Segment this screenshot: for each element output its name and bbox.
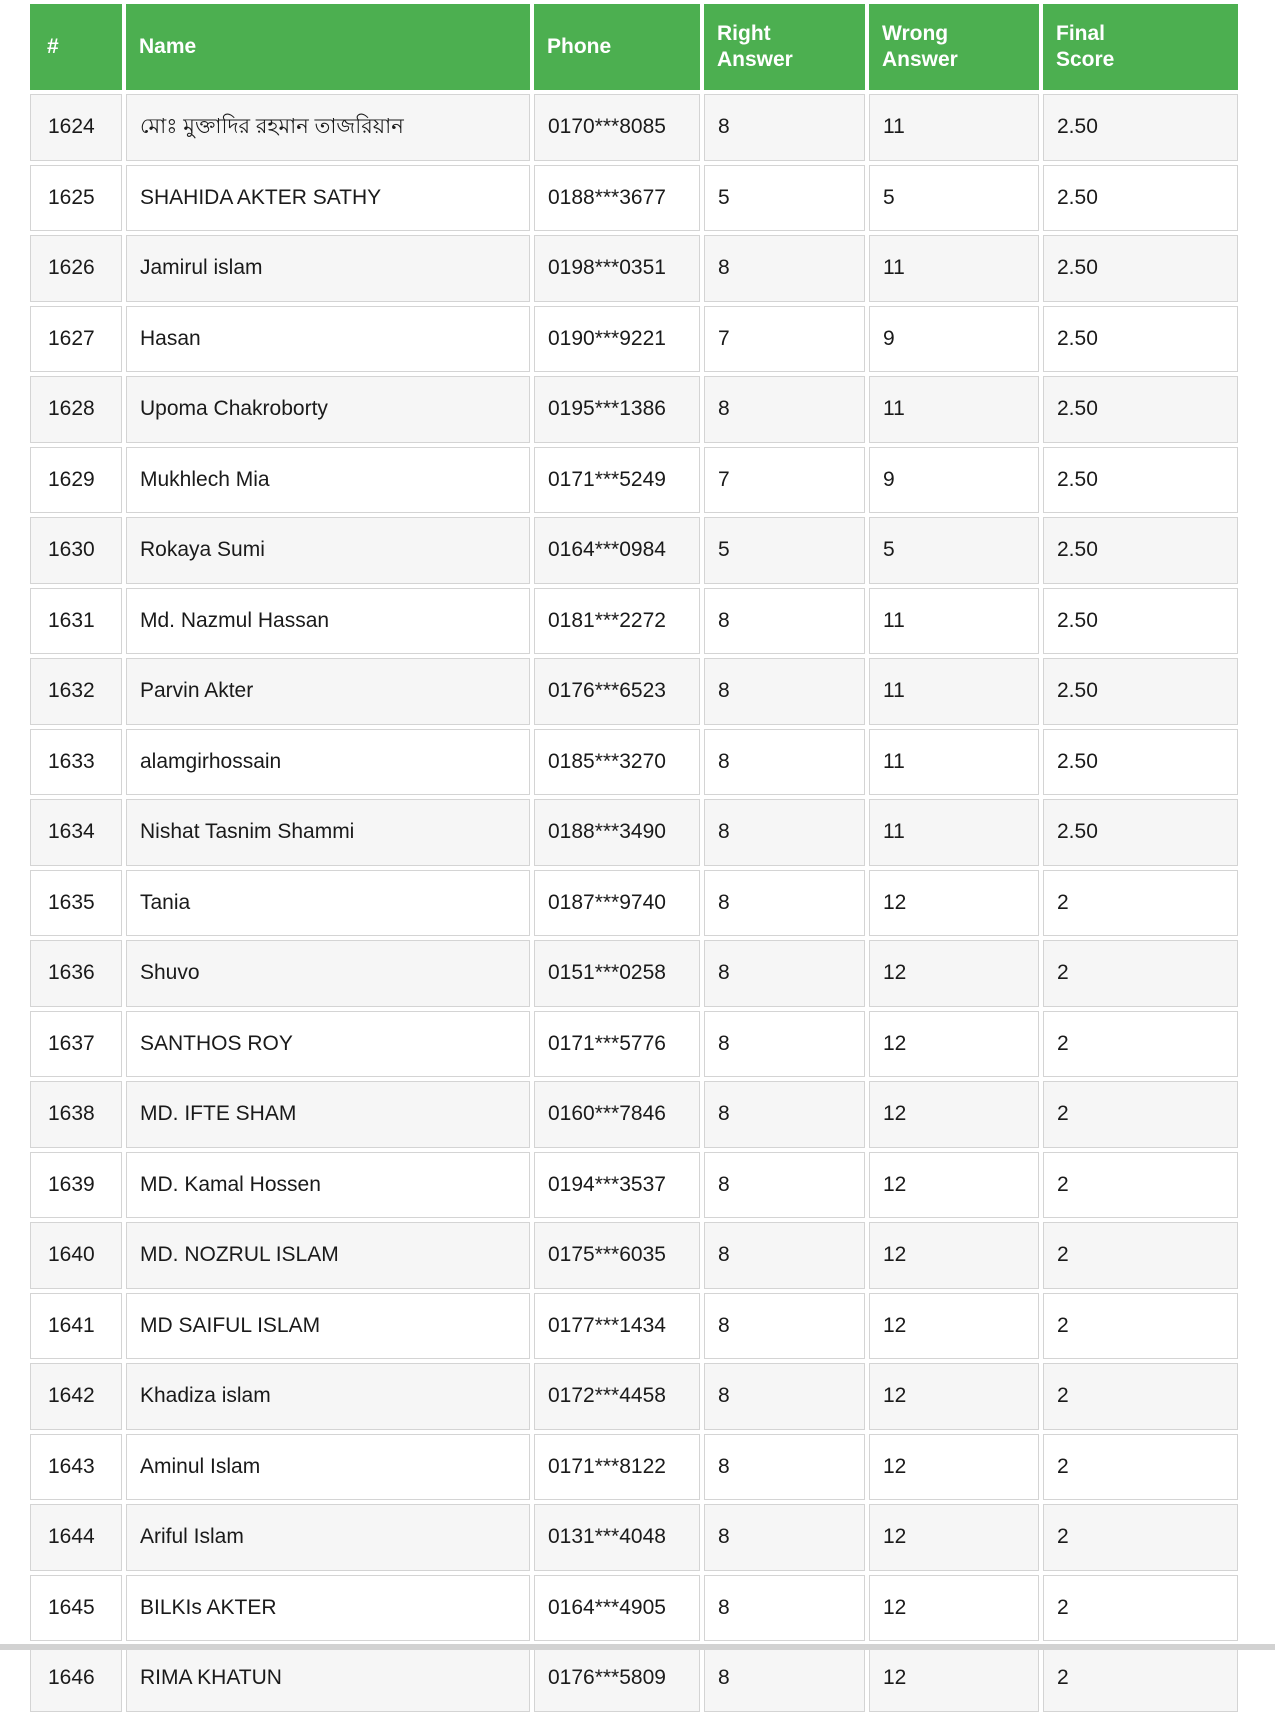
name-cell: Upoma Chakroborty (126, 376, 530, 443)
name-cell: SHAHIDA AKTER SATHY (126, 165, 530, 232)
name-cell: Aminul Islam (126, 1434, 530, 1501)
final-score-cell: 2.50 (1043, 447, 1238, 514)
rank-cell: 1626 (30, 235, 122, 302)
phone-cell: 0185***3270 (534, 729, 700, 796)
final-score-cell: 2 (1043, 940, 1238, 1007)
rank-cell: 1625 (30, 165, 122, 232)
final-score-cell: 2.50 (1043, 517, 1238, 584)
final-score-cell: 2 (1043, 1081, 1238, 1148)
name-cell: Parvin Akter (126, 658, 530, 725)
right-answer-cell: 8 (704, 1293, 865, 1360)
wrong-answer-cell: 12 (869, 1645, 1039, 1712)
table-row (30, 1575, 1238, 1642)
phone-cell: 0175***6035 (534, 1222, 700, 1289)
table-row (30, 94, 1238, 161)
rank-cell: 1645 (30, 1575, 122, 1642)
final-score-cell: 2.50 (1043, 235, 1238, 302)
table-row (30, 1363, 1238, 1430)
phone-cell: 0195***1386 (534, 376, 700, 443)
wrong-answer-cell: 5 (869, 517, 1039, 584)
wrong-answer-cell: 11 (869, 729, 1039, 796)
rank-cell: 1640 (30, 1222, 122, 1289)
final-score-cell: 2.50 (1043, 658, 1238, 725)
phone-cell: 0181***2272 (534, 588, 700, 655)
wrong-answer-cell: 9 (869, 447, 1039, 514)
rank-cell: 1634 (30, 799, 122, 866)
wrong-answer-cell: 12 (869, 940, 1039, 1007)
right-answer-cell: 8 (704, 1081, 865, 1148)
right-answer-cell: 8 (704, 1152, 865, 1219)
right-answer-cell: 8 (704, 658, 865, 725)
table-row (30, 1081, 1238, 1148)
name-cell: Jamirul islam (126, 235, 530, 302)
quiz-results-table (26, 0, 1242, 1716)
right-answer-cell: 8 (704, 799, 865, 866)
right-answer-cell: 8 (704, 588, 865, 655)
bottom-bar (0, 1644, 1275, 1650)
wrong-answer-cell: 12 (869, 1222, 1039, 1289)
rank-cell: 1641 (30, 1293, 122, 1360)
right-answer-cell: 5 (704, 165, 865, 232)
rank-cell: 1633 (30, 729, 122, 796)
table-row (30, 1152, 1238, 1219)
name-cell: Tania (126, 870, 530, 937)
right-answer-cell: 7 (704, 306, 865, 373)
rank-cell: 1630 (30, 517, 122, 584)
final-score-cell: 2 (1043, 1222, 1238, 1289)
phone-cell: 0177***1434 (534, 1293, 700, 1360)
final-score-cell: 2 (1043, 1575, 1238, 1642)
rank-cell: 1642 (30, 1363, 122, 1430)
name-cell: RIMA KHATUN (126, 1645, 530, 1712)
final-score-cell: 2 (1043, 870, 1238, 937)
phone-cell: 0171***5776 (534, 1011, 700, 1078)
phone-cell: 0171***8122 (534, 1434, 700, 1501)
name-cell: MD. Kamal Hossen (126, 1152, 530, 1219)
final-score-cell: 2.50 (1043, 729, 1238, 796)
rank-cell: 1631 (30, 588, 122, 655)
table-body (30, 94, 1238, 1712)
final-score-cell: 2 (1043, 1011, 1238, 1078)
table-row (30, 517, 1238, 584)
column-header-name: Name (126, 4, 530, 90)
phone-cell: 0164***4905 (534, 1575, 700, 1642)
wrong-answer-cell: 12 (869, 1011, 1039, 1078)
rank-cell: 1643 (30, 1434, 122, 1501)
name-cell: Shuvo (126, 940, 530, 1007)
final-score-cell: 2 (1043, 1434, 1238, 1501)
right-answer-cell: 7 (704, 447, 865, 514)
wrong-answer-cell: 11 (869, 658, 1039, 725)
phone-cell: 0176***6523 (534, 658, 700, 725)
name-cell: Nishat Tasnim Shammi (126, 799, 530, 866)
phone-cell: 0188***3677 (534, 165, 700, 232)
rank-cell: 1637 (30, 1011, 122, 1078)
name-cell: SANTHOS ROY (126, 1011, 530, 1078)
wrong-answer-cell: 12 (869, 870, 1039, 937)
name-cell: Mukhlech Mia (126, 447, 530, 514)
final-score-cell: 2.50 (1043, 306, 1238, 373)
wrong-answer-cell: 11 (869, 588, 1039, 655)
column-header-wrong-answer: Wrong Answer (869, 4, 1039, 90)
phone-cell: 0194***3537 (534, 1152, 700, 1219)
phone-cell: 0131***4048 (534, 1504, 700, 1571)
right-answer-cell: 8 (704, 729, 865, 796)
phone-cell: 0198***0351 (534, 235, 700, 302)
name-cell: MD SAIFUL ISLAM (126, 1293, 530, 1360)
phone-cell: 0151***0258 (534, 940, 700, 1007)
name-cell: Rokaya Sumi (126, 517, 530, 584)
wrong-answer-cell: 12 (869, 1363, 1039, 1430)
final-score-cell: 2 (1043, 1152, 1238, 1219)
phone-cell: 0190***9221 (534, 306, 700, 373)
rank-cell: 1638 (30, 1081, 122, 1148)
phone-cell: 0172***4458 (534, 1363, 700, 1430)
table-row (30, 658, 1238, 725)
table-row (30, 1434, 1238, 1501)
name-cell: Md. Nazmul Hassan (126, 588, 530, 655)
column-header-right-answer: Right Answer (704, 4, 865, 90)
phone-cell: 0188***3490 (534, 799, 700, 866)
table-row (30, 1504, 1238, 1571)
wrong-answer-cell: 5 (869, 165, 1039, 232)
rank-cell: 1632 (30, 658, 122, 725)
phone-cell: 0176***5809 (534, 1645, 700, 1712)
right-answer-cell: 8 (704, 94, 865, 161)
wrong-answer-cell: 12 (869, 1434, 1039, 1501)
phone-cell: 0187***9740 (534, 870, 700, 937)
name-cell: MD. NOZRUL ISLAM (126, 1222, 530, 1289)
right-answer-cell: 8 (704, 376, 865, 443)
wrong-answer-cell: 12 (869, 1081, 1039, 1148)
name-cell: Ariful Islam (126, 1504, 530, 1571)
wrong-answer-cell: 12 (869, 1152, 1039, 1219)
wrong-answer-cell: 11 (869, 235, 1039, 302)
phone-cell: 0171***5249 (534, 447, 700, 514)
final-score-cell: 2.50 (1043, 94, 1238, 161)
table-row (30, 940, 1238, 1007)
wrong-answer-cell: 12 (869, 1575, 1039, 1642)
final-score-cell: 2.50 (1043, 588, 1238, 655)
wrong-answer-cell: 11 (869, 376, 1039, 443)
wrong-answer-cell: 12 (869, 1293, 1039, 1360)
rank-cell: 1627 (30, 306, 122, 373)
final-score-cell: 2 (1043, 1645, 1238, 1712)
table-row (30, 1293, 1238, 1360)
right-answer-cell: 8 (704, 1011, 865, 1078)
table-row (30, 165, 1238, 232)
right-answer-cell: 8 (704, 235, 865, 302)
right-answer-cell: 8 (704, 1575, 865, 1642)
wrong-answer-cell: 11 (869, 94, 1039, 161)
table-row (30, 306, 1238, 373)
table-header-row (30, 4, 1238, 90)
rank-cell: 1644 (30, 1504, 122, 1571)
final-score-cell: 2 (1043, 1293, 1238, 1360)
rank-cell: 1629 (30, 447, 122, 514)
column-header-rank: # (30, 4, 122, 90)
rank-cell: 1628 (30, 376, 122, 443)
rank-cell: 1635 (30, 870, 122, 937)
column-header-phone: Phone (534, 4, 700, 90)
right-answer-cell: 8 (704, 940, 865, 1007)
table-row (30, 1645, 1238, 1712)
table-row (30, 588, 1238, 655)
final-score-cell: 2.50 (1043, 799, 1238, 866)
right-answer-cell: 8 (704, 1222, 865, 1289)
rank-cell: 1639 (30, 1152, 122, 1219)
right-answer-cell: 8 (704, 1363, 865, 1430)
wrong-answer-cell: 9 (869, 306, 1039, 373)
table-row (30, 870, 1238, 937)
final-score-cell: 2 (1043, 1504, 1238, 1571)
name-cell: মোঃ মুক্তাদির রহমান তাজরিয়ান (126, 94, 530, 161)
final-score-cell: 2.50 (1043, 165, 1238, 232)
right-answer-cell: 8 (704, 1645, 865, 1712)
right-answer-cell: 8 (704, 1504, 865, 1571)
table-row (30, 235, 1238, 302)
table-row (30, 1011, 1238, 1078)
name-cell: MD. IFTE SHAM (126, 1081, 530, 1148)
rank-cell: 1624 (30, 94, 122, 161)
wrong-answer-cell: 12 (869, 1504, 1039, 1571)
table-row (30, 729, 1238, 796)
rank-cell: 1636 (30, 940, 122, 1007)
column-header-final-score: Final Score (1043, 4, 1238, 90)
phone-cell: 0170***8085 (534, 94, 700, 161)
phone-cell: 0164***0984 (534, 517, 700, 584)
final-score-cell: 2.50 (1043, 376, 1238, 443)
right-answer-cell: 8 (704, 1434, 865, 1501)
name-cell: BILKIs AKTER (126, 1575, 530, 1642)
right-answer-cell: 8 (704, 870, 865, 937)
phone-cell: 0160***7846 (534, 1081, 700, 1148)
table-row (30, 376, 1238, 443)
final-score-cell: 2 (1043, 1363, 1238, 1430)
table-header (30, 4, 1238, 90)
table-row (30, 447, 1238, 514)
table-row (30, 1222, 1238, 1289)
name-cell: alamgirhossain (126, 729, 530, 796)
table-row (30, 799, 1238, 866)
rank-cell: 1646 (30, 1645, 122, 1712)
right-answer-cell: 5 (704, 517, 865, 584)
wrong-answer-cell: 11 (869, 799, 1039, 866)
name-cell: Hasan (126, 306, 530, 373)
name-cell: Khadiza islam (126, 1363, 530, 1430)
